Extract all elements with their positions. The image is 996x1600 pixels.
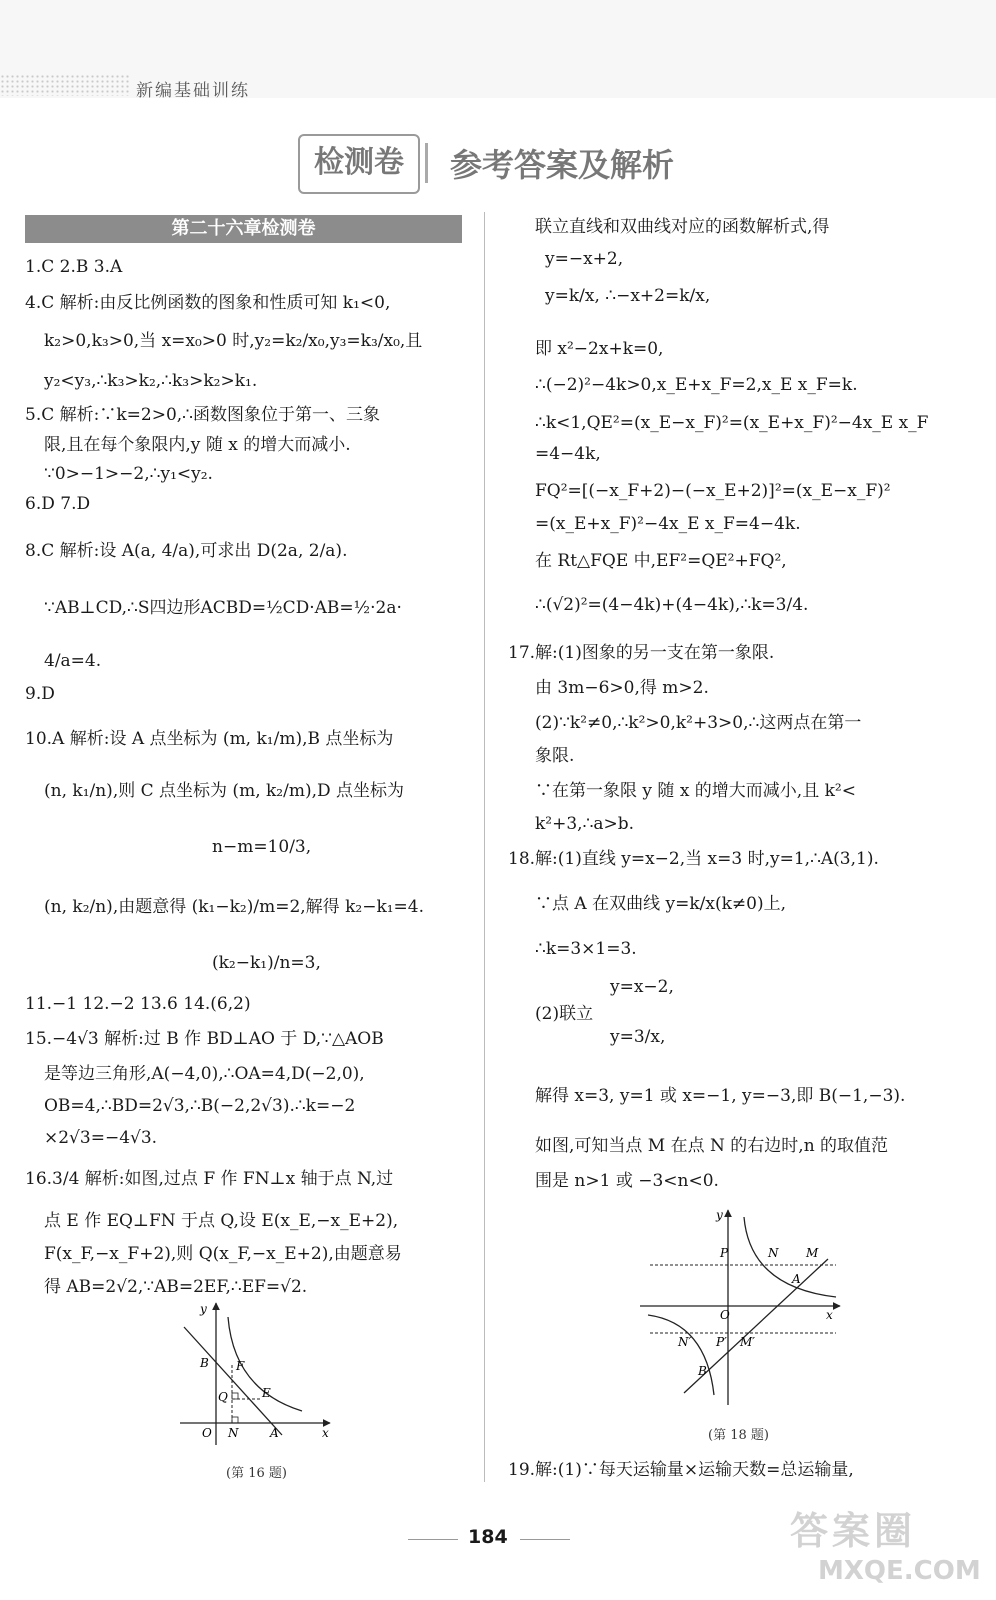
answer-line: 限,且在每个象限内,y 随 x 的增大而减小.	[44, 435, 351, 455]
answer-line: 象限.	[535, 746, 575, 766]
series-name: 新编基础训练	[136, 81, 250, 101]
answer-line: 17.解:(1)图象的另一支在第一象限.	[508, 643, 775, 663]
answer-line: 由 3m−6>0,得 m>2.	[535, 678, 709, 698]
title-box: 检测卷	[298, 134, 420, 194]
right-angle-mark	[232, 1417, 238, 1423]
page-number-dash-right	[520, 1539, 570, 1540]
page-title: 参考答案及解析	[450, 146, 675, 184]
answer-line: k₂>0,k₃>0,当 x=x₀>0 时,y₂=k₂/x₀,y₃=k₃/x₀,且	[44, 331, 423, 351]
fig-label: B	[200, 1356, 209, 1370]
answer-line: 围是 n>1 或 −3<n<0.	[535, 1171, 719, 1191]
fig-label: x	[322, 1426, 329, 1440]
fig-label: M′	[740, 1335, 756, 1349]
answer-line: y₂<y₃,∴k₃>k₂,∴k₃>k₂>k₁.	[44, 371, 258, 391]
answer-line: 是等边三角形,A(−4,0),∴OA=4,D(−2,0),	[44, 1064, 365, 1084]
title-separator	[425, 143, 428, 183]
answer-line: 19.解:(1)∵每天运输量×运输天数=总运输量,	[508, 1460, 854, 1480]
answer-line: ×2√3=−4√3.	[44, 1128, 158, 1148]
fig-label: N′	[678, 1335, 692, 1349]
answer-line: 如图,可知当点 M 在点 N 的右边时,n 的取值范	[535, 1136, 889, 1156]
fig-label: E	[262, 1386, 271, 1400]
answer-line: (2)∵k²≠0,∴k²>0,k²+3>0,∴这两点在第一	[535, 713, 862, 733]
fig-label: A	[792, 1272, 801, 1286]
answer-line: (n, k₂/n),由题意得 (k₁−k₂)/m=2,解得 k₂−k₁=4.	[44, 897, 425, 917]
figure-18	[640, 1205, 850, 1410]
answer-line: 8.C 解析:设 A(a, 4/a),可求出 D(2a, 2/a).	[25, 541, 348, 561]
fig-label: y	[716, 1208, 723, 1222]
fig-label: M	[806, 1246, 819, 1260]
answer-line: ∴(√2)²=(4−4k)+(4−4k),∴k=3/4.	[535, 595, 809, 615]
answer-line: 16.3/4 解析:如图,过点 F 作 FN⊥x 轴于点 N,过	[25, 1169, 394, 1189]
answer-line: FQ²=[(−x_F+2)−(−x_E+2)]²=(x_E−x_F)²	[535, 481, 891, 501]
hyperbola-branch-2	[648, 1315, 714, 1395]
figure-16-caption: (第 16 题)	[226, 1466, 287, 1481]
answer-line: F(x_F,−x_F+2),则 Q(x_F,−x_E+2),由题意易	[44, 1244, 402, 1264]
fig-label: N	[768, 1246, 779, 1260]
answer-line: (k₂−k₁)/n=3,	[212, 953, 321, 973]
fig-label: F	[236, 1359, 245, 1373]
answer-line: =(x_E+x_F)²−4x_E x_F=4−4k.	[535, 514, 801, 534]
answer-line: 4.C 解析:由反比例函数的图象和性质可知 k₁<0,	[25, 293, 391, 313]
right-angle-mark	[232, 1393, 238, 1399]
fig-label: P′	[716, 1335, 727, 1349]
page-number: 184	[468, 1526, 508, 1548]
answer-line: 即 x²−2x+k=0,	[535, 339, 664, 359]
answer-line: ∴k<1,QE²=(x_E−x_F)²=(x_E+x_F)²−4x_E x_F	[535, 413, 929, 433]
fig-label: Q	[218, 1390, 228, 1404]
answer-line: 5.C 解析:∵k=2>0,∴函数图象位于第一、三象	[25, 405, 380, 425]
fig-label: y	[200, 1302, 207, 1316]
answer-line: y=k/x, ∴−x+2=k/x,	[545, 286, 711, 306]
answer-line: k²+3,∴a>b.	[535, 814, 635, 834]
fig-label: O	[202, 1426, 212, 1440]
column-divider	[484, 212, 485, 1482]
answer-line: 点 E 作 EQ⊥FN 于点 Q,设 E(x_E,−x_E+2),	[44, 1211, 399, 1231]
watermark-url: MXQE.COM	[818, 1556, 981, 1586]
answer-line: 4/a=4.	[44, 651, 102, 671]
answer-line: 10.A 解析:设 A 点坐标为 (m, k₁/m),B 点坐标为	[25, 729, 394, 749]
watermark-logo: 答案圈	[790, 1509, 917, 1553]
answer-line: ∵0>−1>−2,∴y₁<y₂.	[44, 464, 213, 484]
answer-line: y=3/x,	[610, 1027, 666, 1047]
fig-label: A	[270, 1426, 279, 1440]
figure-16	[170, 1295, 370, 1455]
answer-line: y=−x+2,	[545, 249, 624, 269]
answer-line: 1.C 2.B 3.A	[25, 257, 123, 277]
answer-line: 9.D	[25, 684, 55, 704]
answer-line: ∵在第一象限 y 随 x 的增大而减小,且 k²<	[535, 781, 856, 801]
fig-label: B	[698, 1364, 707, 1378]
fig-label: x	[826, 1308, 833, 1322]
answer-line: ∴k=3×1=3.	[535, 939, 637, 959]
header-dot-pattern	[0, 74, 130, 96]
hyperbola-branch-1	[744, 1217, 836, 1297]
figure-18-caption: (第 18 题)	[708, 1428, 769, 1443]
answer-line: 11.−1 12.−2 13.6 14.(6,2)	[25, 994, 251, 1014]
answer-line: =4−4k,	[535, 444, 601, 464]
page-number-dash-left	[408, 1539, 458, 1540]
answer-line: 18.解:(1)直线 y=x−2,当 x=3 时,y=1,∴A(3,1).	[508, 849, 879, 869]
answer-line: ∵点 A 在双曲线 y=k/x(k≠0)上,	[535, 894, 786, 914]
fig-label: O	[720, 1308, 730, 1322]
answer-line: (n, k₁/n),则 C 点坐标为 (m, k₂/m),D 点坐标为	[44, 781, 405, 801]
answer-line: n−m=10/3,	[212, 837, 312, 857]
fig-label: N	[228, 1426, 239, 1440]
answer-line: 联立直线和双曲线对应的函数解析式,得	[535, 217, 830, 237]
answer-line: y=x−2,	[610, 977, 674, 997]
answer-line: 在 Rt△FQE 中,EF²=QE²+FQ²,	[535, 551, 787, 571]
answer-line: OB=4,∴BD=2√3,∴B(−2,2√3).∴k=−2	[44, 1096, 356, 1116]
answer-line: 15.−4√3 解析:过 B 作 BD⊥AO 于 D,∵△AOB	[25, 1029, 384, 1049]
answer-line: (2)联立	[535, 1004, 594, 1024]
answer-line: 得 AB=2√2,∵AB=2EF,∴EF=√2.	[44, 1277, 308, 1297]
chapter-banner: 第二十六章检测卷	[25, 215, 462, 243]
fig-label: P	[720, 1246, 729, 1260]
answer-line: 6.D 7.D	[25, 494, 91, 514]
answer-line: ∴(−2)²−4k>0,x_E+x_F=2,x_E x_F=k.	[535, 375, 858, 395]
answer-line: 解得 x=3, y=1 或 x=−1, y=−3,即 B(−1,−3).	[535, 1086, 906, 1106]
answer-line: ∵AB⊥CD,∴S四边形ACBD=½CD·AB=½·2a·	[44, 598, 402, 618]
